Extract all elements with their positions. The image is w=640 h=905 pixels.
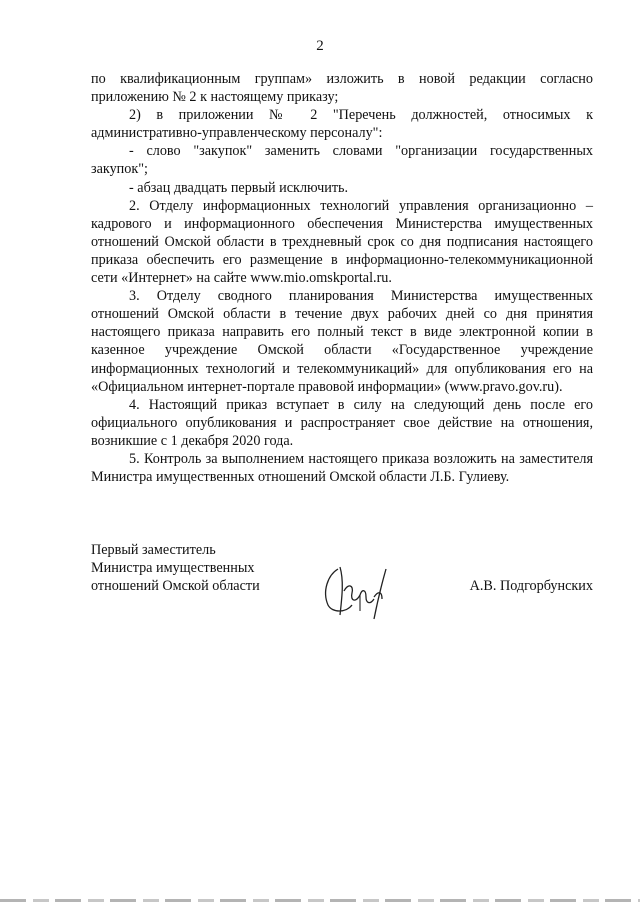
paragraph-clause-4: 4. Настоящий приказ вступает в силу на следующий день после его официального опубликования и распространяет свое действие на отношения, возникшие с 1 декабря 2020 года. xyxy=(91,396,593,449)
signer-title-line: Первый заместитель xyxy=(91,542,216,558)
paragraph-continuation: по квалификационным группам» изложить в новой редакции согласно приложению № 2 к настоящему приказу; xyxy=(91,71,593,106)
document-body xyxy=(91,70,593,486)
handwritten-signature xyxy=(316,561,396,621)
signer-name: А.В. Подгорбунских xyxy=(469,578,593,594)
paragraph-replace-word: - слово "закупок" заменить словами "организации государственных закупок"; xyxy=(91,143,593,178)
paragraph-exclude-abzac: - абзац двадцать первый исключить. xyxy=(129,179,349,196)
page-number: 2 xyxy=(316,38,324,54)
signer-title-line: отношений Омской области xyxy=(91,578,260,595)
paragraph-clause-5: 5. Контроль за выполнением настоящего приказа возложить на заместителя Министра имущественных отношений Омской области Л.Б. Гулиеву. xyxy=(91,450,593,486)
signature-block xyxy=(91,541,593,621)
scan-edge-artifact xyxy=(0,899,640,902)
paragraph-clause-3: 3. Отделу сводного планирования Министерства имущественных отношений Омской области в течение двух рабочих дней со дня принятия настоящего приказа направить его полный текст в виде электронной копии в казенное учреждение Омской области «Государственное учреждение информационных технологий и телекоммуникаций» для опубликования его на «Официальном интернет-портале правовой информации» (www.pravo.gov.ru). xyxy=(91,288,593,395)
paragraph-item-2: 2) в приложении № 2 "Перечень должностей, относимых к административно-управленческому персоналу": xyxy=(91,107,593,142)
paragraph-clause-2: 2. Отделу информационных технологий управления организационно – кадрового и информационного обеспечения Министерства имущественных отношений Омской области в трехдневный срок со дня подписания настоящего приказа обеспечить его размещение в информационно-телекоммуникационной сети «Интернет» на сайте www.mio.omskportal.ru. xyxy=(91,197,593,287)
signer-title-line: Министра имущественных xyxy=(91,560,255,577)
